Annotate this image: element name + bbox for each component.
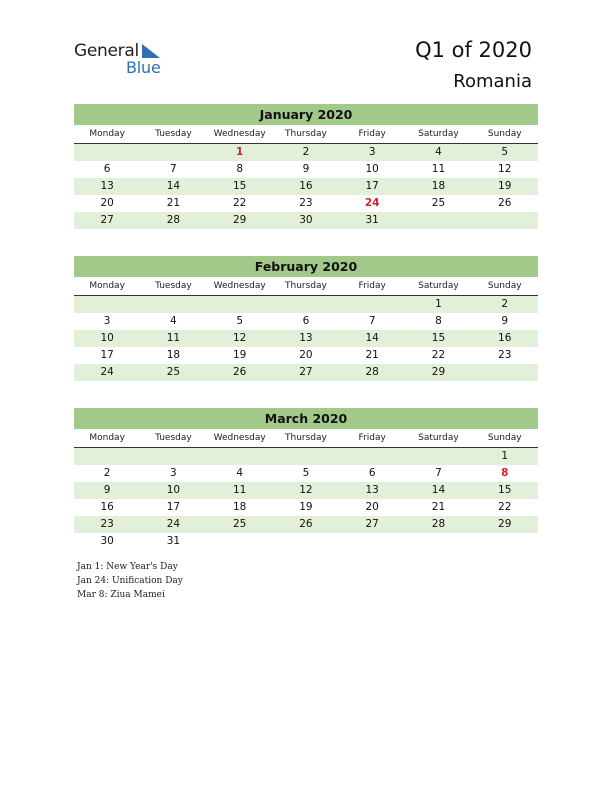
date-cell: 21 [166, 197, 181, 209]
date-cell [339, 533, 405, 550]
page-title: Q1 of 2020 [415, 38, 532, 62]
date-cell [405, 448, 471, 465]
week-row [74, 144, 538, 161]
date-cell [472, 533, 538, 550]
date-cell: 16 [299, 180, 313, 192]
date-cell: 31 [166, 535, 181, 547]
date-cell: 8 [236, 163, 243, 175]
date-cell: 25 [232, 518, 247, 530]
week-row [74, 330, 538, 347]
date-cell [472, 212, 538, 229]
date-cell: 14 [166, 180, 181, 192]
date-cell [74, 296, 140, 313]
date-cell: 19 [498, 180, 512, 192]
date-cell: 18 [232, 501, 247, 513]
date-cell: 8 [435, 315, 442, 327]
date-cell [472, 364, 538, 381]
week-row [74, 212, 538, 229]
weekday-label: Sunday [487, 129, 522, 139]
date-cell [140, 448, 206, 465]
date-cell: 4 [435, 146, 442, 158]
date-cell: 26 [232, 366, 247, 378]
date-cell: 12 [299, 484, 313, 496]
date-cell [140, 296, 206, 313]
holiday-date-cell: 24 [364, 197, 380, 209]
weekday-label: Saturday [418, 281, 459, 291]
week-row [74, 195, 538, 212]
date-cell [207, 296, 273, 313]
weekday-label: Tuesday [155, 129, 192, 139]
date-cell: 27 [365, 518, 379, 530]
holiday-note: Mar 8: Ziua Mamei [77, 590, 165, 600]
date-cell: 18 [166, 349, 181, 361]
date-cell [405, 533, 471, 550]
week-row [74, 161, 538, 178]
date-cell: 17 [166, 501, 181, 513]
date-cell: 15 [431, 332, 446, 344]
date-cell: 3 [170, 467, 177, 479]
date-cell: 16 [498, 332, 512, 344]
weekday-label: Thursday [285, 433, 327, 443]
date-cell: 24 [100, 366, 114, 378]
weekday-label: Monday [89, 129, 125, 139]
weekday-label: Monday [89, 433, 125, 443]
weekday-header-row [74, 429, 538, 448]
weekday-label: Tuesday [155, 433, 192, 443]
date-cell [273, 533, 339, 550]
brand-triangle-icon [142, 44, 160, 58]
weekday-label: Sunday [487, 433, 522, 443]
weekday-label: Saturday [418, 433, 459, 443]
weekday-label: Thursday [285, 129, 327, 139]
date-cell: 2 [501, 298, 509, 310]
date-cell: 23 [100, 518, 114, 530]
date-cell [207, 448, 273, 465]
date-cell: 28 [431, 518, 446, 530]
date-cell [140, 144, 206, 161]
date-cell [405, 212, 471, 229]
date-cell: 22 [431, 349, 446, 361]
brand-word-general: General [74, 41, 139, 61]
date-cell: 29 [232, 214, 247, 226]
date-cell: 9 [103, 484, 111, 496]
holiday-date-cell: 1 [236, 146, 244, 158]
month-calendar [74, 104, 538, 229]
date-cell [273, 448, 339, 465]
week-row [74, 448, 538, 465]
date-cell: 17 [100, 349, 114, 361]
date-cell: 19 [299, 501, 313, 513]
date-cell: 30 [100, 535, 114, 547]
week-row [74, 499, 538, 516]
date-cell: 14 [431, 484, 446, 496]
date-cell: 31 [365, 214, 379, 226]
weekday-label: Friday [358, 281, 386, 291]
brand-word-blue: Blue [126, 58, 161, 77]
date-cell: 1 [501, 450, 509, 462]
week-row [74, 533, 538, 550]
date-cell: 29 [498, 518, 512, 530]
month-title: March 2020 [74, 408, 538, 429]
date-cell: 9 [302, 163, 310, 175]
date-cell: 7 [435, 467, 442, 479]
weekday-label: Monday [89, 281, 125, 291]
date-cell: 17 [365, 180, 379, 192]
weekday-label: Wednesday [213, 433, 266, 443]
week-row [74, 313, 538, 330]
weekday-label: Wednesday [213, 281, 266, 291]
date-cell: 29 [431, 366, 446, 378]
month-title: February 2020 [74, 256, 538, 277]
date-cell: 5 [302, 467, 310, 479]
date-cell: 25 [166, 366, 181, 378]
month-title: January 2020 [74, 104, 538, 125]
holiday-note: Jan 24: Unification Day [77, 576, 183, 586]
holiday-note: Jan 1: New Year's Day [77, 562, 178, 572]
date-cell: 20 [100, 197, 114, 209]
date-cell: 1 [435, 298, 442, 310]
date-cell: 14 [365, 332, 379, 344]
date-cell: 18 [431, 180, 446, 192]
date-cell: 26 [498, 197, 512, 209]
date-cell: 5 [501, 146, 509, 158]
month-calendar [74, 408, 538, 550]
weekday-label: Friday [358, 129, 386, 139]
weekday-label: Tuesday [155, 281, 192, 291]
date-cell: 23 [299, 197, 313, 209]
weekday-label: Sunday [487, 281, 522, 291]
date-cell: 11 [431, 163, 446, 175]
date-cell: 6 [103, 163, 111, 175]
week-row [74, 516, 538, 533]
date-cell: 28 [166, 214, 181, 226]
week-row [74, 482, 538, 499]
date-cell [74, 144, 140, 161]
weekday-header-row [74, 125, 538, 144]
date-cell: 5 [236, 315, 243, 327]
date-cell: 24 [166, 518, 181, 530]
date-cell: 22 [498, 501, 512, 513]
date-cell: 10 [100, 332, 114, 344]
date-cell: 10 [166, 484, 181, 496]
week-row [74, 465, 538, 482]
brand-logo [74, 41, 174, 81]
date-cell: 26 [299, 518, 313, 530]
date-cell: 15 [498, 484, 512, 496]
date-cell: 2 [302, 146, 310, 158]
week-row [74, 296, 538, 313]
weekday-label: Thursday [285, 281, 327, 291]
date-cell: 6 [302, 315, 310, 327]
date-cell: 19 [232, 349, 247, 361]
date-cell: 3 [103, 315, 111, 327]
month-calendar [74, 256, 538, 381]
date-cell: 21 [431, 501, 446, 513]
weekday-label: Wednesday [213, 129, 266, 139]
date-cell: 20 [299, 349, 313, 361]
date-cell: 25 [431, 197, 446, 209]
date-cell: 23 [498, 349, 512, 361]
weekday-label: Saturday [418, 129, 459, 139]
date-cell: 20 [365, 501, 379, 513]
date-cell: 13 [299, 332, 313, 344]
date-cell: 28 [365, 366, 379, 378]
date-cell: 15 [232, 180, 247, 192]
date-cell: 12 [498, 163, 512, 175]
date-cell: 4 [170, 315, 177, 327]
date-cell: 11 [232, 484, 247, 496]
week-row [74, 364, 538, 381]
date-cell: 6 [368, 467, 376, 479]
date-cell: 4 [236, 467, 243, 479]
date-cell [339, 296, 405, 313]
date-cell [74, 448, 140, 465]
week-row [74, 178, 538, 195]
date-cell: 7 [368, 315, 376, 327]
date-cell: 27 [299, 366, 313, 378]
weekday-header-row [74, 277, 538, 296]
date-cell: 13 [100, 180, 114, 192]
holiday-notes [77, 560, 183, 602]
page-subtitle: Romania [453, 71, 532, 92]
date-cell: 13 [365, 484, 379, 496]
date-cell: 12 [232, 332, 247, 344]
date-cell: 7 [170, 163, 177, 175]
date-cell: 9 [501, 315, 509, 327]
date-cell: 10 [365, 163, 379, 175]
weekday-label: Friday [358, 433, 386, 443]
date-cell: 27 [100, 214, 114, 226]
date-cell: 3 [368, 146, 376, 158]
date-cell: 16 [100, 501, 114, 513]
date-cell: 30 [299, 214, 313, 226]
date-cell [339, 448, 405, 465]
holiday-date-cell: 8 [501, 467, 509, 479]
date-cell: 2 [103, 467, 111, 479]
date-cell [207, 533, 273, 550]
date-cell: 11 [166, 332, 181, 344]
date-cell: 21 [365, 349, 379, 361]
date-cell: 22 [232, 197, 247, 209]
week-row [74, 347, 538, 364]
date-cell [273, 296, 339, 313]
